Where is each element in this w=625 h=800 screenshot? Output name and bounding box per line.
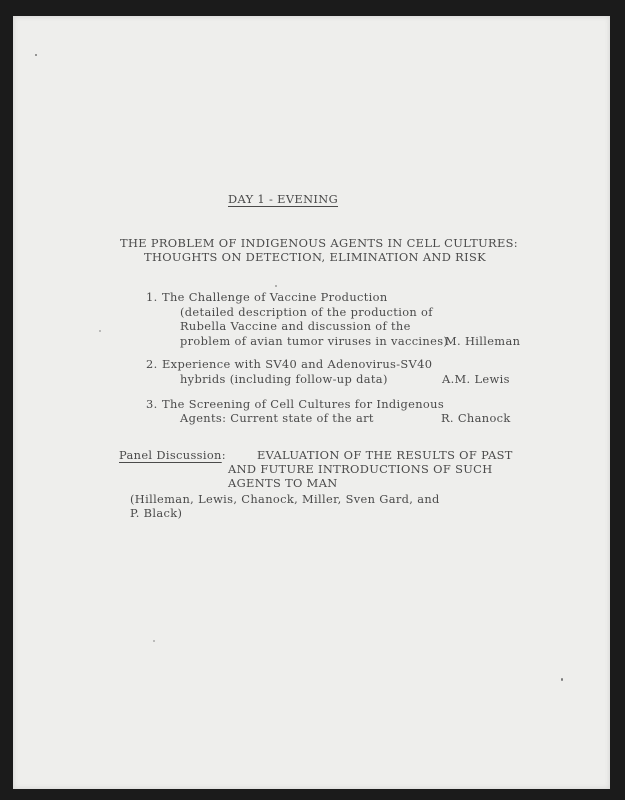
item-2-line-1: Experience with SV40 and Adenovirus-SV40 (162, 357, 433, 371)
item-3-number: 3. (146, 397, 158, 411)
item-1-number: 1. (146, 290, 158, 304)
day-heading: DAY 1 - EVENING (228, 192, 339, 206)
page-speck (561, 678, 563, 681)
panel-topic-line-1: EVALUATION OF THE RESULTS OF PAST (257, 448, 513, 462)
item-1-line-3: Rubella Vaccine and discussion of the (180, 319, 411, 333)
session-title-line-1: THE PROBLEM OF INDIGENOUS AGENTS IN CELL CULTURES: (120, 236, 518, 250)
item-3-line-2: Agents: Current state of the art (180, 411, 374, 425)
panel-label-colon: : (221, 448, 226, 462)
item-2-line-2: hybrids (including follow-up data) (180, 372, 388, 386)
item-1-line-1: The Challenge of Vaccine Production (162, 290, 388, 304)
item-2-speaker: A.M. Lewis (442, 372, 510, 386)
page-speck (35, 54, 37, 56)
page-speck (153, 640, 155, 642)
item-1-line-2: (detailed description of the production of (180, 305, 433, 319)
panel-topic-line-3: AGENTS TO MAN (228, 476, 338, 490)
document-page (13, 16, 610, 789)
panel-label-text: Panel Discussion (119, 448, 222, 462)
page-speck (99, 330, 101, 332)
panel-participants-line-1: (Hilleman, Lewis, Chanock, Miller, Sven Gard, and (130, 492, 440, 506)
panel-label (119, 448, 226, 462)
item-3-line-1: The Screening of Cell Cultures for Indigenous (162, 397, 445, 411)
item-3-speaker: R. Chanock (441, 411, 511, 425)
item-1-line-4: problem of avian tumor viruses in vaccines) (180, 334, 449, 348)
session-title-line-2: THOUGHTS ON DETECTION, ELIMINATION AND RISK (144, 250, 486, 264)
page-speck (275, 285, 277, 287)
item-1-speaker: M. Hilleman (445, 334, 521, 348)
item-2-number: 2. (146, 357, 158, 371)
panel-participants-line-2: P. Black) (130, 506, 183, 520)
panel-topic-line-2: AND FUTURE INTRODUCTIONS OF SUCH (228, 462, 493, 476)
